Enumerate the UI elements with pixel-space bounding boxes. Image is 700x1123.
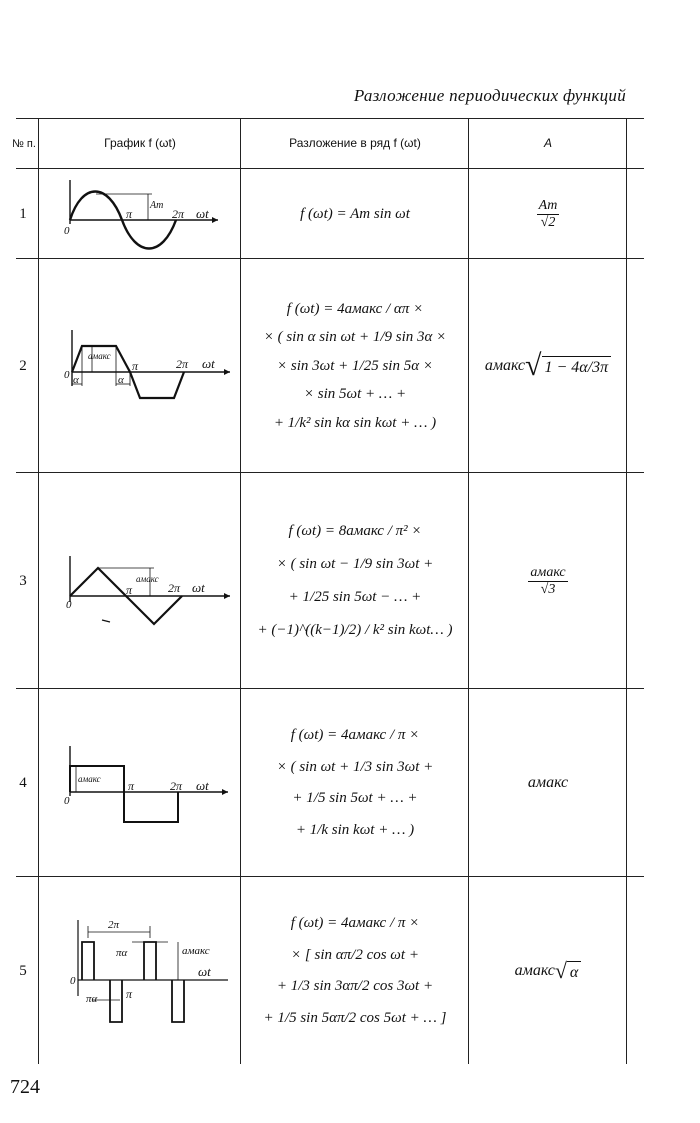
graph-label-pi: π xyxy=(128,779,135,793)
formula-line: f (ωt) = 4aмакс / απ × xyxy=(286,300,424,317)
graph-label-2pi: 2π xyxy=(108,919,120,931)
graph-triangle-wave xyxy=(42,476,238,686)
formula-line: × sin 5ωt + … + xyxy=(303,386,407,403)
amplitude-row-5 xyxy=(470,878,626,1064)
amplitude-radical: √ α xyxy=(555,958,581,984)
amplitude-fraction xyxy=(537,198,560,230)
formula-line: + 1/3 sin 3απ/2 cos 3ωt + xyxy=(276,978,434,994)
column-header-series: Разложение в ряд f (ωt) xyxy=(289,136,421,151)
amplitude-denominator: √2 xyxy=(540,214,556,230)
amplitude-prefix: aмакс xyxy=(484,357,526,374)
graph-label-2pi: 2π xyxy=(176,357,189,371)
graph-label-amp: aмакс xyxy=(88,351,111,361)
graph-label-origin: 0 xyxy=(66,599,72,611)
graph-label-amp: aмакс xyxy=(136,574,159,584)
graph-label-alpha: α xyxy=(73,374,79,386)
graph-trapezoid-wave xyxy=(42,262,238,470)
graph-square-wave xyxy=(42,692,238,874)
column-divider xyxy=(38,118,39,1064)
graph-label-pi: π xyxy=(132,359,139,373)
formula-line: + 1/k sin kωt + … ) xyxy=(295,821,415,838)
graph-label-wt: ωt xyxy=(192,580,205,595)
graph-label-pi: π xyxy=(126,583,133,597)
amplitude-numerator: aмакс xyxy=(530,565,566,581)
graph-label-wt: ωt xyxy=(198,964,211,979)
column-header-graph: График f (ωt) xyxy=(104,136,176,151)
formula-line: + 1/25 sin 5ωt − … + xyxy=(288,589,422,605)
amplitude-row-1 xyxy=(470,170,626,258)
formula-line: + 1/5 sin 5ωt + … + xyxy=(292,790,418,806)
formula-line: f (ωt) = Am sin ωt xyxy=(300,205,410,222)
graph-sine-wave xyxy=(42,172,238,256)
graph-label-pi-alpha: πα xyxy=(116,947,128,959)
formula-line: + 1/k² sin kα sin kωt + … ) xyxy=(273,414,437,431)
graph-label-pi-alpha: πα xyxy=(86,993,98,1005)
formula-line: × [ sin απ/2 cos ωt + xyxy=(291,946,419,963)
row-number: 3 xyxy=(19,572,27,589)
formula-line: × ( sin ωt − 1/9 sin 3ωt + xyxy=(276,556,434,572)
graph-label-pi: π xyxy=(126,207,133,221)
row-number: 5 xyxy=(19,962,27,979)
amplitude-value: aмакс xyxy=(527,774,569,791)
formula-line: × sin 3ωt + 1/25 sin 5α × xyxy=(277,357,433,374)
column-divider xyxy=(626,118,627,1064)
formula-line: + (−1)^((k−1)/2) / k² sin kωt… ) xyxy=(257,622,453,638)
amplitude-row-2 xyxy=(470,260,626,472)
page-number: 724 xyxy=(10,1076,40,1098)
column-header-number: № п. xyxy=(12,137,36,150)
graph-label-2pi: 2π xyxy=(170,779,183,793)
page-header-title: Разложение периодических функций xyxy=(353,86,626,105)
amplitude-row-3 xyxy=(470,474,626,688)
formula-line: + 1/5 sin 5απ/2 cos 5ωt + … ] xyxy=(263,1009,447,1026)
graph-label-origin: 0 xyxy=(64,369,70,381)
formula-line: f (ωt) = 4aмакс / π × xyxy=(290,915,420,931)
series-formula-row-1 xyxy=(242,170,468,258)
row-number: 1 xyxy=(19,205,27,222)
formula-line: × ( sin ωt + 1/3 sin 3ωt + xyxy=(276,758,434,775)
graph-label-origin: 0 xyxy=(70,975,76,987)
formula-line: f (ωt) = 8aмакс / π² × xyxy=(288,523,422,539)
amplitude-radicand: 1 − 4α/3π xyxy=(542,356,612,377)
graph-label-origin: 0 xyxy=(64,225,70,237)
graph-label-pi: π xyxy=(126,987,133,1001)
graph-label-amp: Am xyxy=(150,200,164,211)
graph-label-amp: aмакс xyxy=(78,774,101,784)
graph-label-alpha: α xyxy=(118,374,124,386)
graph-label-origin: 0 xyxy=(64,795,70,807)
column-header-amplitude: A xyxy=(543,136,552,151)
amplitude-fraction xyxy=(528,565,567,597)
amplitude-numerator: Am xyxy=(538,198,558,214)
graph-label-2pi: 2π xyxy=(172,207,185,221)
graph-label-wt: ωt xyxy=(202,356,215,371)
row-number: 2 xyxy=(19,357,27,374)
graph-pulse-wave xyxy=(42,880,238,1062)
amplitude-radical: √ 1 − 4α/3π xyxy=(525,349,611,383)
series-formula-row-5 xyxy=(242,878,468,1064)
series-formula-row-3 xyxy=(242,474,468,688)
amplitude-denominator: √3 xyxy=(540,581,556,597)
graph-label-amp: aмакс xyxy=(182,945,210,957)
series-formula-row-2 xyxy=(242,260,468,472)
amplitude-prefix: aмакс xyxy=(514,962,555,979)
formula-line: × ( sin α sin ωt + 1/9 sin 3α × xyxy=(263,329,447,346)
amplitude-radicand: α xyxy=(567,961,581,982)
amplitude-row-4 xyxy=(470,690,626,876)
series-formula-row-4 xyxy=(242,690,468,876)
graph-label-2pi: 2π xyxy=(168,581,181,595)
formula-line: f (ωt) = 4aмакс / π × xyxy=(290,727,420,743)
graph-label-wt: ωt xyxy=(196,778,209,793)
graph-label-wt: ωt xyxy=(196,206,209,221)
row-number: 4 xyxy=(19,774,27,791)
